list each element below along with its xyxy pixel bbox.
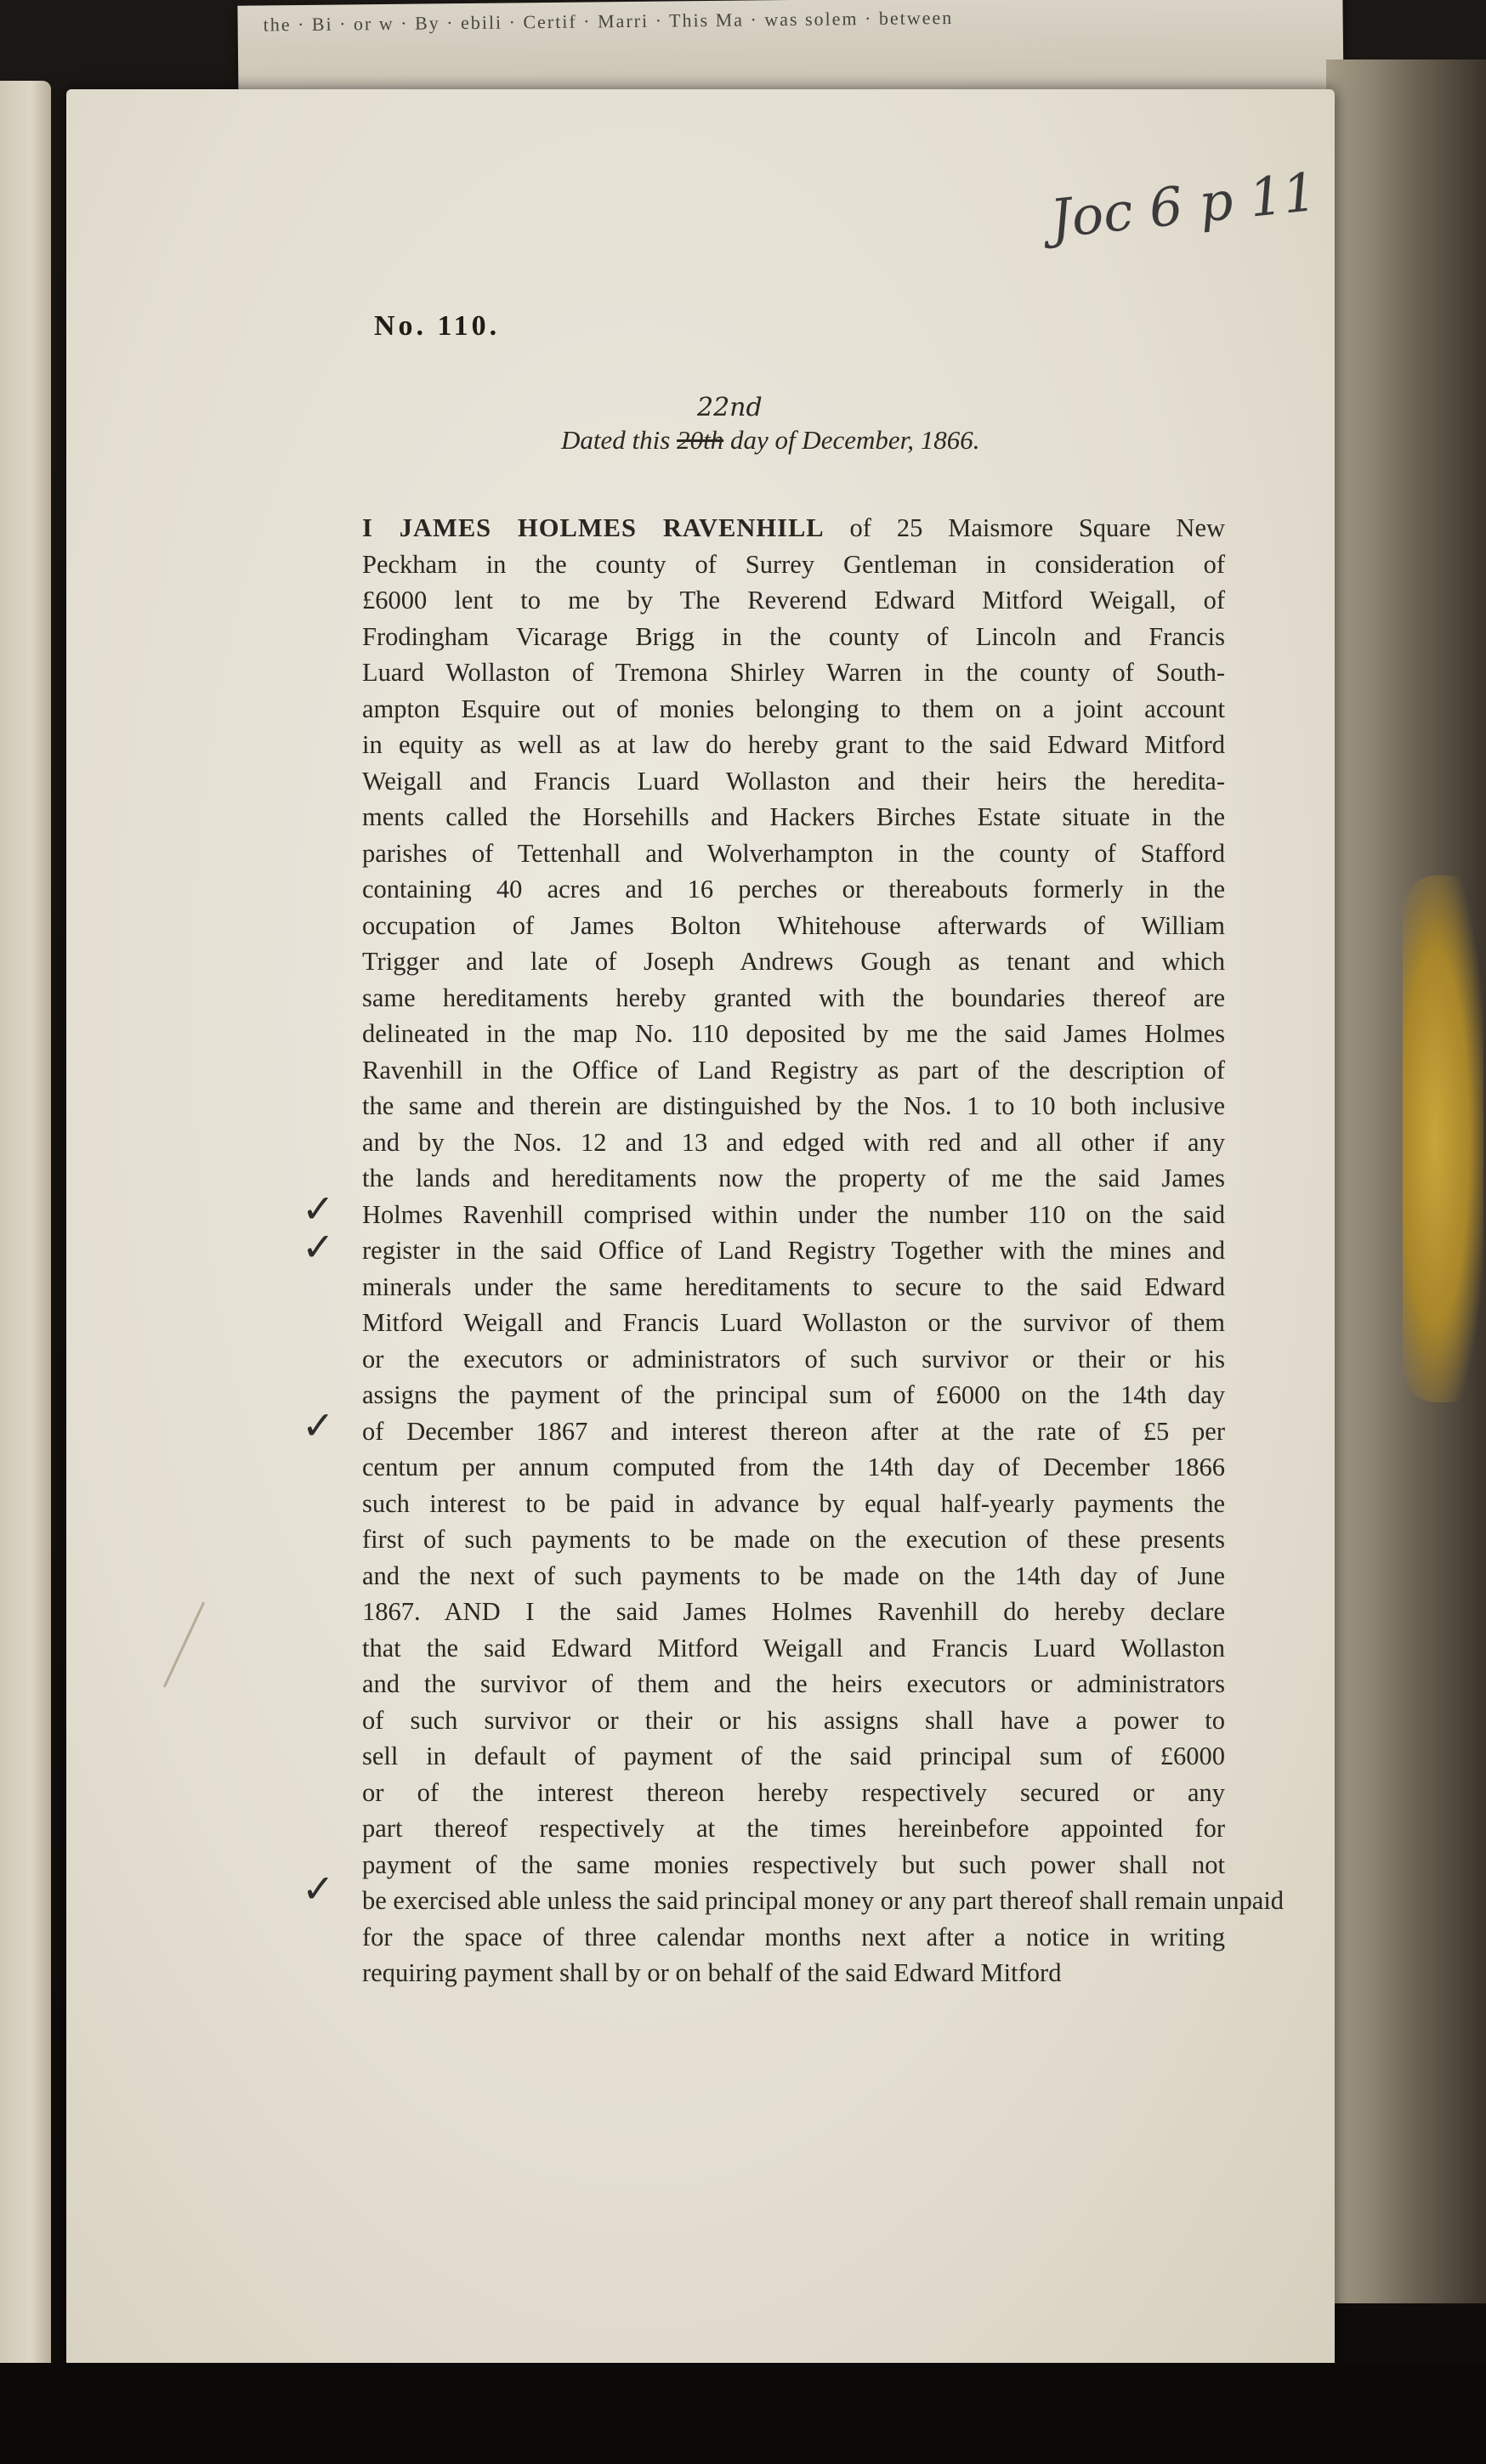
deed-line: sell in default of payment of the said principal sum of £6000 — [362, 1742, 1225, 1770]
deed-line: Mitford Weigall and Francis Luard Wollaston or the survivor of them — [362, 1308, 1225, 1337]
deed-line: of 25 Maismore Square New — [849, 513, 1226, 542]
deed-line: centum per annum computed from the 14th day of December 1866 — [362, 1453, 1225, 1481]
handwritten-reference: Joc 6 p 11 — [1047, 160, 1320, 251]
check-mark-icon: ✓ — [302, 1186, 335, 1232]
deed-line: Holmes Ravenhill comprised within under the number 110 on the said — [362, 1199, 1225, 1229]
deed-line: the lands and hereditaments now the property of me the said James — [362, 1164, 1225, 1192]
dated-line — [561, 393, 980, 456]
deed-line: first of such payments to be made on the execution of these presents — [362, 1525, 1225, 1554]
deed-line: containing 40 acres and 16 perches or thereabouts formerly in the — [362, 875, 1225, 903]
deed-line: parishes of Tettenhall and Wolverhampton in the county of Stafford — [362, 838, 1225, 868]
deed-line: £6000 lent to me by The Reverend Edward Mitford Weigall, of — [362, 586, 1225, 615]
deed-line: Peckham in the county of Surrey Gentleman in consideration of — [362, 549, 1225, 579]
deed-line: Trigger and late of Joseph Andrews Gough as tenant and which — [362, 947, 1225, 976]
document-number: No. 110. — [374, 310, 501, 342]
deed-line: Ravenhill in the Office of Land Registry as part of the description of — [362, 1055, 1225, 1085]
deed-line: payment of the same monies respectively but such power shall not — [362, 1849, 1225, 1879]
deed-line: Luard Wollaston of Tremona Shirley Warren in the county of South- — [362, 658, 1225, 687]
deed-line: the same and therein are distinguished by the Nos. 1 to 10 both inclusive — [362, 1091, 1225, 1120]
left-facing-page-edge — [0, 81, 51, 2376]
check-mark-icon: ✓ — [302, 1866, 335, 1912]
deed-line: for the space of three calendar months next after a notice in writing — [362, 1922, 1225, 1951]
right-page-edges — [1326, 59, 1486, 2303]
deed-lead: I JAMES HOLMES RAVENHILL — [362, 513, 825, 542]
deed-line-first — [362, 510, 1225, 547]
deed-line: register in the said Office of Land Registry Together with the mines and — [362, 1236, 1225, 1265]
check-mark-icon: ✓ — [302, 1402, 335, 1448]
deed-line: occupation of James Bolton Whitehouse afterwards of William — [362, 910, 1225, 940]
deed-body — [362, 510, 1285, 1991]
deed-line: same hereditaments hereby granted with the boundaries thereof are — [362, 983, 1225, 1012]
deed-line: of such survivor or their or his assigns shall have a power to — [362, 1705, 1225, 1735]
deed-line: or the executors or administrators of such survivor or their or his — [362, 1344, 1225, 1374]
check-mark-icon: ✓ — [302, 1224, 335, 1270]
deed-line: in equity as well as at law do hereby grant to the said Edward Mitford — [362, 730, 1225, 759]
underlying-papers-text: the · Bi · or w · By · ebili · Certif · Marri · This Ma · was solem · between — [263, 6, 954, 36]
deed-line: be exercised able unless the said principal money or any part thereof shall remain unpaid — [362, 1886, 1285, 1915]
dated-prefix: Dated this — [561, 425, 671, 455]
bottom-shadow — [0, 2363, 1486, 2464]
deed-line: minerals under the same hereditaments to secure to the said Edward — [362, 1272, 1225, 1301]
deed-line: of December 1867 and interest thereon after at the rate of £5 per — [362, 1416, 1225, 1446]
deed-line: that the said Edward Mitford Weigall and Francis Luard Wollaston — [362, 1633, 1225, 1662]
deed-line: requiring payment shall by or on behalf of the said Edward Mitford — [362, 1958, 1062, 1987]
deed-line: and the next of such payments to be made on the 14th day of June — [362, 1561, 1225, 1590]
gold-stain — [1403, 875, 1483, 1402]
deed-line: assigns the payment of the principal sum of £6000 on the 14th day — [362, 1380, 1225, 1409]
deed-line: or of the interest thereon hereby respectively secured or any — [362, 1777, 1225, 1807]
deed-line: delineated in the map No. 110 deposited by me the said James Holmes — [362, 1019, 1225, 1048]
deed-line: 1867. AND I the said James Holmes Ravenhill do hereby declare — [362, 1597, 1225, 1626]
deed-line: ments called the Horsehills and Hackers Birches Estate situate in the — [362, 802, 1225, 831]
dated-suffix: day of December, 1866. — [729, 425, 980, 455]
deed-line: ampton Esquire out of monies belonging to them on a joint account — [362, 694, 1225, 723]
deed-line: such interest to be paid in advance by equal half-yearly payments the — [362, 1488, 1225, 1518]
deed-line: and the survivor of them and the heirs executors or administrators — [362, 1669, 1225, 1698]
deed-line: and by the Nos. 12 and 13 and edged with red and all other if any — [362, 1127, 1225, 1157]
deed-line: Weigall and Francis Luard Wollaston and their heirs the heredita- — [362, 766, 1225, 796]
dated-inserted-day: 22nd — [697, 393, 763, 422]
dated-struck-day: 20th — [677, 425, 724, 455]
deed-line: Frodingham Vicarage Brigg in the county of Lincoln and Francis — [362, 621, 1225, 651]
deed-line: part thereof respectively at the times hereinbefore appointed for — [362, 1814, 1225, 1843]
